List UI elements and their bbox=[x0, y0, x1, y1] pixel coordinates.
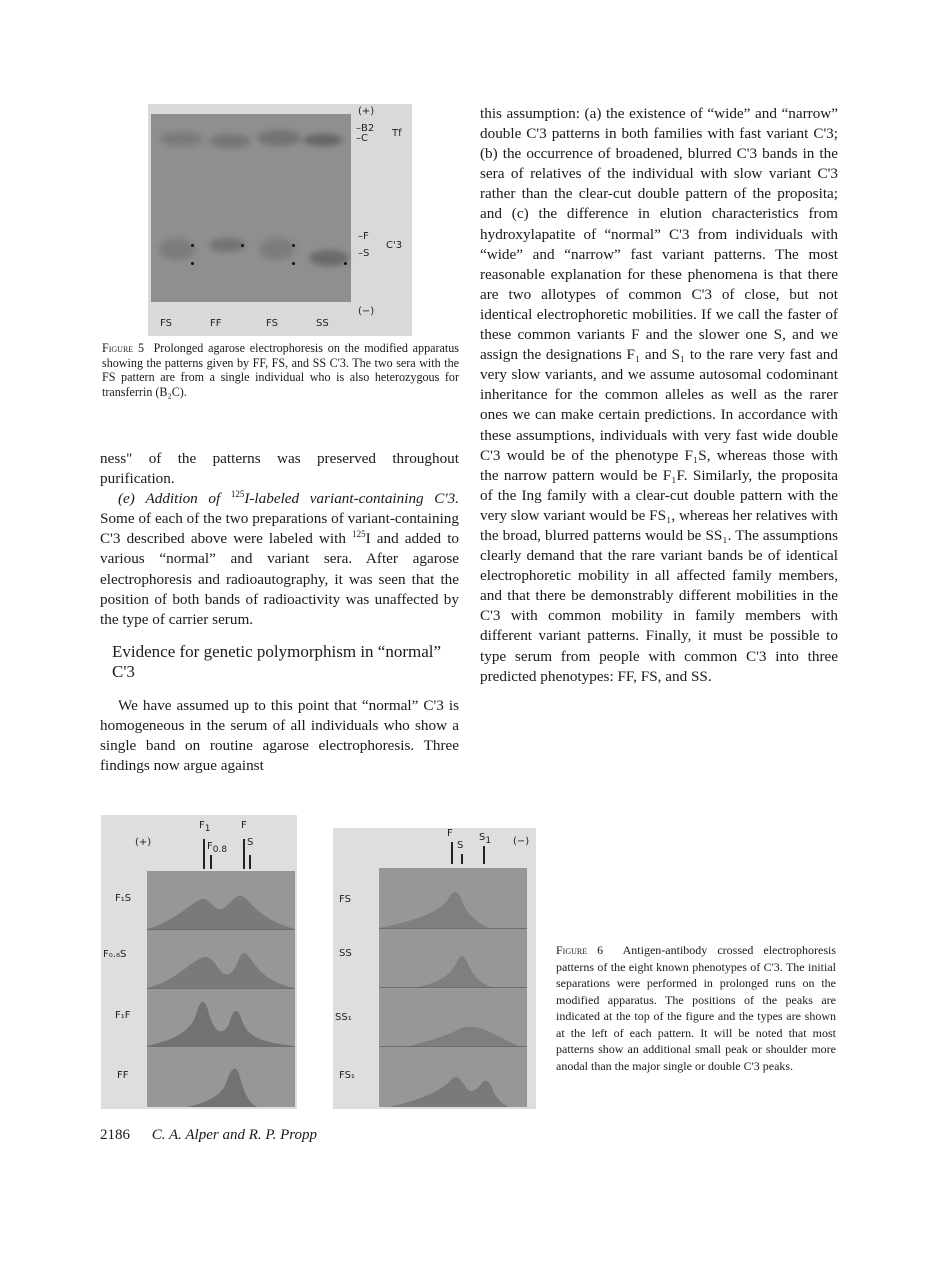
agarose-gel bbox=[151, 114, 351, 302]
figure-6-caption bbox=[556, 942, 836, 1074]
row-label: SS bbox=[339, 948, 352, 959]
cathode-label: (−) bbox=[513, 836, 530, 847]
lane-label: FF bbox=[210, 318, 222, 329]
lane-label: FS bbox=[160, 318, 172, 329]
row-label: FS₁ bbox=[339, 1070, 355, 1081]
anode-label: (+) bbox=[358, 106, 375, 117]
marker-f1: $F_1$ bbox=[199, 820, 211, 834]
figure-6-left-panel bbox=[101, 815, 297, 1109]
c3-label: C'3 bbox=[386, 240, 403, 251]
c3-marker-f: –F bbox=[358, 231, 369, 242]
right-column bbox=[480, 104, 838, 687]
lane-label: SS bbox=[316, 318, 329, 329]
pattern-row bbox=[147, 988, 295, 1047]
row-label: F₁S bbox=[115, 893, 132, 904]
pattern-row bbox=[147, 1046, 295, 1107]
pattern-row bbox=[379, 987, 527, 1047]
row-label: F₁F bbox=[115, 1010, 131, 1021]
tf-marker-b2: –B2 bbox=[356, 123, 375, 134]
figure-5-caption-text: Prolonged agarose electrophoresis on the modified apparatus showing the patterns given by FF, FS, and SS C'3. The two sera with the FS pattern are from a single individual who is also heterozygous for transferrin (B₂C). bbox=[102, 341, 459, 399]
marker-s1: $S_1$ bbox=[479, 832, 492, 846]
paragraph: this assumption: (a) the existence of “wide” and “narrow” double C'3 patterns in both families with fast variant C'3; (b) the occurrence of broadened, blurred C'3 bands in the sera of relatives of the individual with slow variant C'3 rather than the clear-cut double pattern of the proposita; and (c) the difference in elution characteristics from hydroxylapatite of “normal” C'3 from individuals with “wide” and “narrow” fast variant patterns. The most reasonable explanation for these phenomena is that there are two allotypes of common C'3 of close, but not identical electrophoretic mobilities. If we call the faster of these common variants F and the slower one S, and we assign the designations F₁ and S₁ to the rare very fast and very slow variants, and we assume autosomal codominant inheritance for the common alleles as well as the rarer ones we can make certain predictions. In accordance with these assumptions, individuals with very fast wide double C'3 would be of the phenotype F₁S, whereas those with the narrow pattern would be F₁F. Similarly, the proposita of the Ing family with a clear-cut double pattern with the very slow variant would be FS₁, whereas her relatives with the broad, blurred patterns would be SS₁. The assumptions clearly demand that the rare variant bands be of identical electrophoretic mobility in all affected family members, and that there be demonstrably different mobilities in the C'3 with common mobility in family members with different variant patterns. Finally, it must be possible to type serum from people with common C'3 into three predicted phenotypes: FF, FS, and SS. bbox=[480, 105, 838, 685]
pattern-row bbox=[379, 868, 527, 929]
figure-5-label: Figure 5 bbox=[102, 341, 144, 355]
pattern-row bbox=[147, 929, 295, 989]
anode-label: (+) bbox=[135, 837, 152, 848]
row-label: F₀.₈S bbox=[103, 949, 127, 960]
paragraph: We have assumed up to this point that “normal” C'3 is homogeneous in the serum of all individuals who show a single band on routine agarose electrophoresis. Three findings now argue against bbox=[100, 696, 459, 775]
lane-label: FS bbox=[266, 318, 278, 329]
figure-6-right-panel bbox=[333, 828, 536, 1109]
marker-f: F bbox=[241, 820, 247, 831]
pattern-row bbox=[147, 871, 295, 930]
tf-label: Tf bbox=[392, 128, 402, 139]
marker-f: F bbox=[447, 828, 453, 839]
pattern-row bbox=[379, 928, 527, 988]
marker-s: S bbox=[457, 840, 464, 851]
marker-s: S bbox=[247, 837, 254, 848]
paragraph-addition: (e) Addition of $^{125}$I-labeled variant-containing C'3. Some of each of the two preparations of variant-containing C'3 described above were labeled with $^{125}$I and added to various “normal” and variant sera. After agarose electrophoresis and radioautography, it was seen that the position of both bands of radioactivity was unaffected by the type of carrier serum. bbox=[100, 489, 460, 628]
figure-6-caption-text: Antigen-antibody crossed electrophoresis patterns of the eight known phenotypes of C'3. The initial separations were performed in prolonged runs on the modified apparatus. The positions of the peaks are indicated at the top of the figure and the types are shown at the left of each pattern. It will be noted that most patterns show an additional small peak or shoulder more anodal than the major single or double C'3 peaks. bbox=[556, 943, 837, 1073]
pattern-row bbox=[379, 1046, 527, 1107]
page-footer bbox=[100, 1127, 317, 1144]
figure-6-label: Figure 6 bbox=[556, 943, 604, 957]
row-label: FF bbox=[117, 1070, 129, 1081]
figure-5-caption bbox=[102, 341, 459, 399]
row-label: FS bbox=[339, 894, 351, 905]
running-authors: C. A. Alper and R. P. Propp bbox=[151, 1127, 318, 1143]
cathode-label: (−) bbox=[358, 306, 375, 317]
row-label: SS₁ bbox=[335, 1012, 352, 1023]
tf-marker-c: –C bbox=[356, 133, 368, 144]
paragraph: ness" of the patterns was preserved throughout purification. bbox=[100, 450, 459, 488]
left-column bbox=[100, 449, 459, 776]
page-number: 2186 bbox=[100, 1127, 130, 1143]
figure-5-gel-image bbox=[148, 104, 412, 336]
section-heading: Evidence for genetic polymorphism in “normal” C'3 bbox=[112, 641, 442, 681]
marker-f0-8: $F_{0.8}$ bbox=[207, 841, 228, 855]
c3-marker-s: –S bbox=[358, 248, 370, 259]
